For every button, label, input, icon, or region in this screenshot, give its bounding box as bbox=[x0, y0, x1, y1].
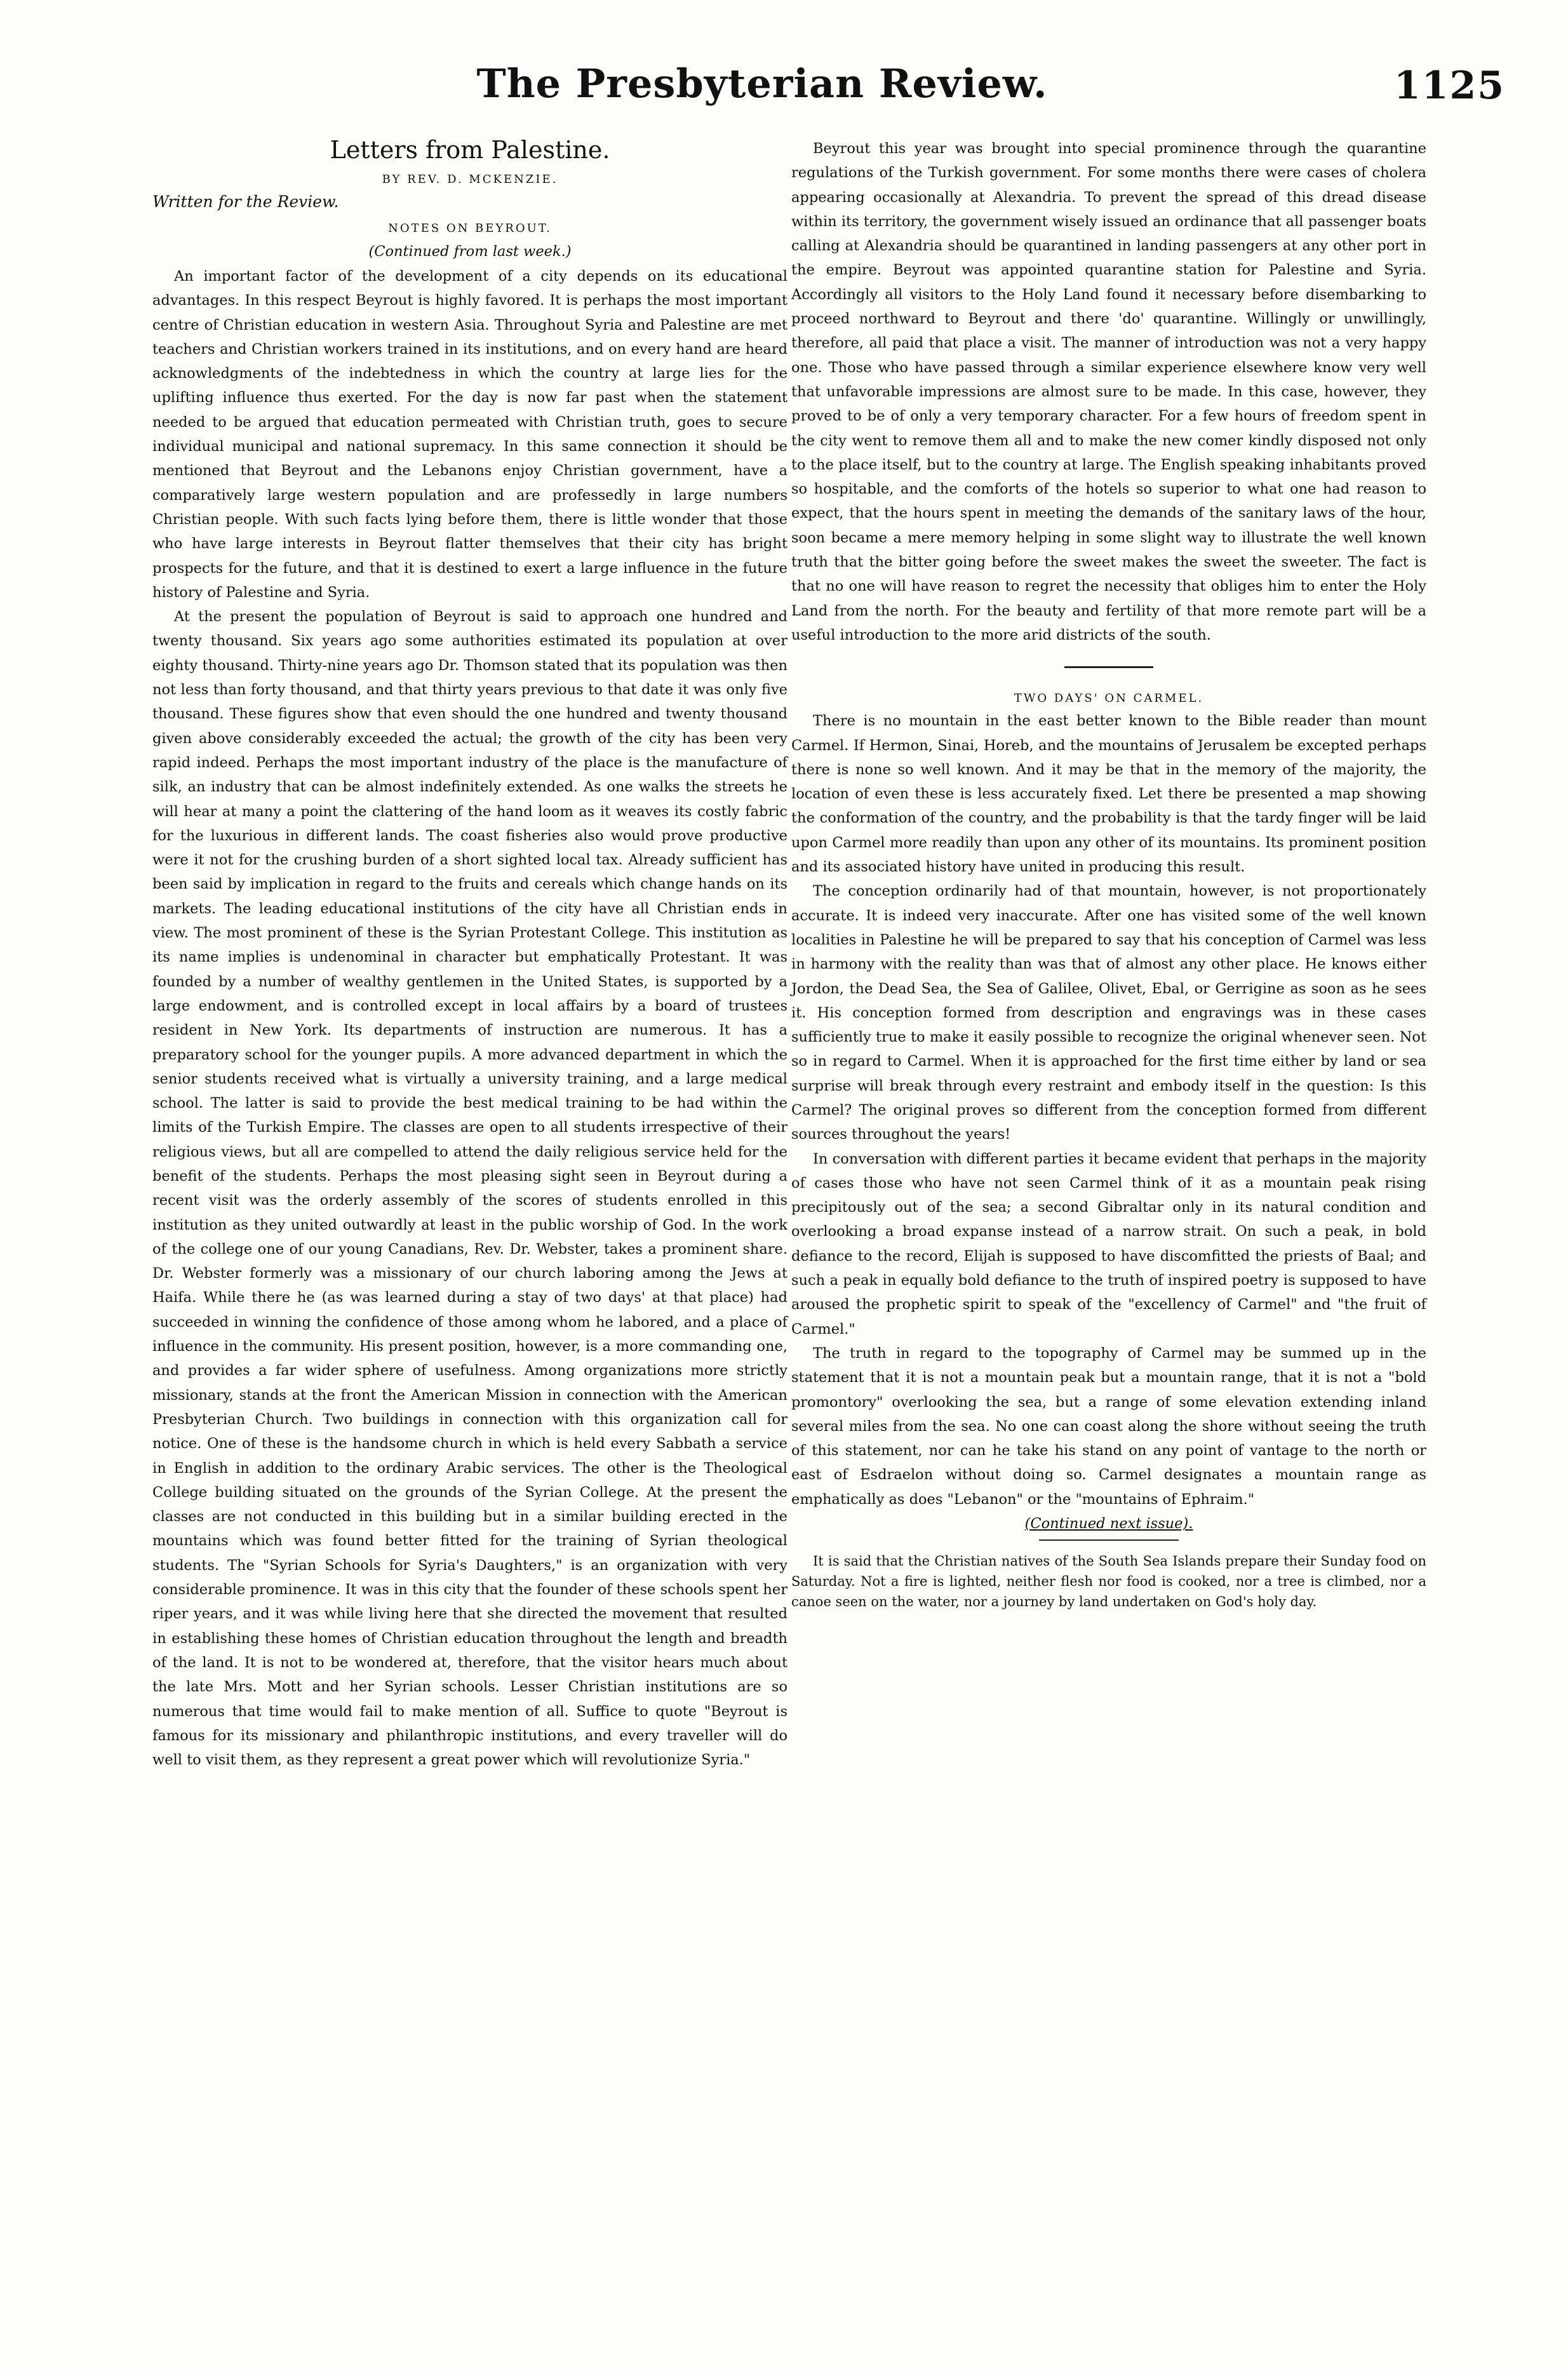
paragraph: In conversation with different parties it became evident that perhaps in the majority of cases those who have not seen Carmel think of it as a mountain peak rising precipitously out of the sea; a second Gibraltar only in its natural condition and overlooking a broad expanse instead of a narrow strait. On such a peak, in bold defiance to the record, Elijah is supposed to have discomfitted the priests of Baal; and such a peak in equally bold defiance to the truth of inspired poetry is supposed to have aroused the prophetic spirit to speak of the "excellency of Carmel" and "the fruit of Carmel." bbox=[791, 1150, 1426, 1338]
closing-note: It is said that the Christian natives of the South Sea Islands prepare their Sunday food on Saturday. Not a fire is lighted, neither flesh nor food is cooked, nor a tree is climbed, nor a canoe seen on the water, nor a journey by land undertaken on God's holy day. bbox=[791, 1553, 1426, 1610]
section-heading-carmel: TWO DAYS' ON CARMEL. bbox=[1014, 692, 1204, 706]
written-for-note: Written for the Review. bbox=[152, 192, 339, 211]
section-divider bbox=[1064, 666, 1153, 668]
paragraph: At the present the population of Beyrout is said to approach one hundred and twenty thousand. Six years ago some authorities estimated its population at over eighty thousand. Thirty-nine years ago Dr. Thomson stated that its population was then not less than forty thousand, and that thirty years previous to that date it was only five thousand. These figures show that even should the one hundred and twenty thousand given above considerably exceeded the actual; the growth of the city has been very rapid indeed. Perhaps the most important industry of the place is the manufacture of silk, an industry that can be almost indefinitely extended. As one walks the streets he will hear at many a point the clattering of the hand loom as it weaves its costly fabric for the luxurious in different lands. The coast fisheries also would prove productive were it not for the crushing burden of a short sighted local tax. Already sufficient has been said by implication in regard to the fruits and cereals which change hands on its markets. The leading educational institutions of the city have all Christian ends in view. The most prominent of these is the Syrian Protestant College. This institution as its name implies is undenominal in character but emphatically Protestant. It was founded by a number of wealthy gentlemen in the United States, is supported by a large endowment, and is controlled except in local affairs by a board of trustees resident in New York. Its departments of instruction are numerous. It has a preparatory school for the younger pupils. A more advanced department in which the senior students received what is virtually a university training, and a large medical school. The latter is said to provide the best medical training to be had within the limits of the Turkish Empire. The classes are open to all students irrespective of their religious views, but all are compelled to attend the daily religious service held for the benefit of the students. Perhaps the most pleasing sight seen in Beyrout during a recent visit was the orderly assembly of the scores of students enrolled in this institution as they united outwardly at least in the public worship of God. In the work of the college one of our young Canadians, Rev. Dr. Webster, takes a prominent share. Dr. Webster formerly was a missionary of our church laboring among the Jews at Haifa. While there he (as was learned during a stay of two days' at that place) had succeeded in winning the confidence of those among whom he labored, and a place of influence in the community. His present position, however, is a more commanding one, and provides a far wider sphere of usefulness. Among organizations more strictly missionary, stands at the front the American Mission in connection with the American Presbyterian Church. Two buildings in connection with this organization call for notice. One of these is the handsome church in which is held every Sabbath a service in English in addition to the ordinary Arabic services. The other is the Theological College building situated on the grounds of the Syrian College. At the present the classes are not conducted in this building but in a similar building erected in the mountains which was found better fitted for the training of Syrian theological students. The "Syrian Schools for Syria's Daughters," is an organization with very considerable prominence. It was in this city that the founder of these schools spent her riper years, and it was while living here that she directed the movement that resulted in establishing these homes of Christian education throughout the length and breadth of the land. It is not to be wondered at, therefore, that the visitor hears much about the late Mrs. Mott and her Syrian schools. Lesser Christian institutions are so numerous that time would fail to make mention of all. Suffice to quote "Beyrout is famous for its missionary and philanthropic institutions, and every traveller will do well to visit them, as they represent a great power which will revolutionize Syria." bbox=[152, 608, 787, 1769]
page-number: 1125 bbox=[1394, 64, 1505, 108]
divider-rule bbox=[1039, 1539, 1179, 1541]
article-title: Letters from Palestine. bbox=[330, 136, 610, 164]
byline: BY REV. D. MCKENZIE. bbox=[382, 173, 558, 186]
right-column bbox=[791, 137, 1426, 1612]
continued-from-note: (Continued from last week.) bbox=[368, 243, 572, 260]
paragraph: An important factor of the development of a city depends on its educational advantages. In this respect Beyrout is highly favored. It is perhaps the most important centre of Christian education in western Asia. Throughout Syria and Palestine are met teachers and Christian workers trained in its institutions, and on every hand are heard acknowledgments of the indebtedness in which the country at large lies for the uplifting influence thus exerted. For the day is now far past when the statement needed to be argued that education permeated with Christian truth, goes to secure individual municipal and national supremacy. In this same connection it should be mentioned that Beyrout and the Lebanons enjoy Christian government, have a comparatively large western population and are professedly in large numbers Christian people. With such facts lying before them, there is little wonder that those who have large interests in Beyrout flatter themselves that their city has bright prospects for the future, and that it is destined to exert a large influence in the future history of Palestine and Syria. bbox=[152, 268, 787, 601]
paragraph: Beyrout this year was brought into special prominence through the quarantine regulations of the Turkish government. For some months there were cases of cholera appearing occasionally at Alexandria. To prevent the spread of this dread disease within its territory, the government wisely issued an ordinance that all passenger boats calling at Alexandria should be quarantined in landing passengers at any other port in the empire. Beyrout was appointed quarantine station for Palestine and Syria. Accordingly all visitors to the Holy Land found it necessary before disembarking to proceed northward to Beyrout and there 'do' quarantine. Willingly or unwillingly, therefore, all paid that place a visit. The manner of introduction was not a very happy one. Those who have passed through a similar experience elsewhere know very well that unfavorable impressions are almost sure to be made. In this case, however, they proved to be of only a very temporary character. For a few hours of freedom spent in the city went to remove them all and to make the new comer kindly disposed not only to the place itself, but to the country at large. The English speaking inhabitants proved so hospitable, and the comforts of the hotels so superior to what one had reason to expect, that the hours spent in meeting the demands of the sanitary laws of the hour, soon became a mere memory helping in some slight way to illustrate the well known truth that the bitter going before the sweet makes the sweet the sweeter. The fact is that no one will have reason to regret the necessity that obliges him to enter the Holy Land from the north. For the beauty and fertility of that more remote part will be a useful introduction to the more arid districts of the south. bbox=[791, 140, 1426, 643]
section-heading-beyrout: NOTES ON BEYROUT. bbox=[388, 222, 552, 235]
continued-next-note: (Continued next issue). bbox=[1024, 1515, 1193, 1532]
paragraph: The conception ordinarily had of that mountain, however, is not proportionately accurate. It is indeed very inaccurate. After one has visited some of the well known localities in Palestine he will be prepared to say that his conception of Carmel was less in harmony with the reality than was that of almost any other place. He knows either Jordon, the Dead Sea, the Sea of Galilee, Olivet, Ebal, or Gerrigine as soon as he sees it. His conception formed from description and engravings was in these cases sufficiently true to make it easily possible to recognize the original whenever seen. Not so in regard to Carmel. When it is approached for the first time either by land or sea surprise will break through every restraint and embody itself in the question: Is this Carmel? The original proves so different from the conception formed from different sources throughout the years! bbox=[791, 883, 1426, 1143]
left-column bbox=[152, 133, 787, 1772]
paragraph: There is no mountain in the east better known to the Bible reader than mount Carmel. If Hermon, Sinai, Horeb, and the mountains of Jerusalem be excepted perhaps there is none so well known. And it may be that in the memory of the majority, the location of even these is less accurately fixed. Let there be presented a map showing the conformation of the country, and the probability is that the tardy finger will be laid upon Carmel more readily than upon any other of its mountains. Its prominent position and its associated history have united in producing this result. bbox=[791, 713, 1426, 876]
paragraph: The truth in regard to the topography of Carmel may be summed up in the statement that it is not a mountain peak but a mountain range, that it is not a "bold promontory" overlooking the sea, but a range of some elevation extending inland several miles from the sea. No one can coast along the shore without seeing the truth of this statement, nor can he take his stand on any point of vantage to the north or east of Esdraelon without doing so. Carmel designates a mountain range as emphatically as does "Lebanon" or the "mountains of Ephraim." bbox=[791, 1345, 1426, 1508]
masthead: The Presbyterian Review. bbox=[476, 60, 1048, 107]
